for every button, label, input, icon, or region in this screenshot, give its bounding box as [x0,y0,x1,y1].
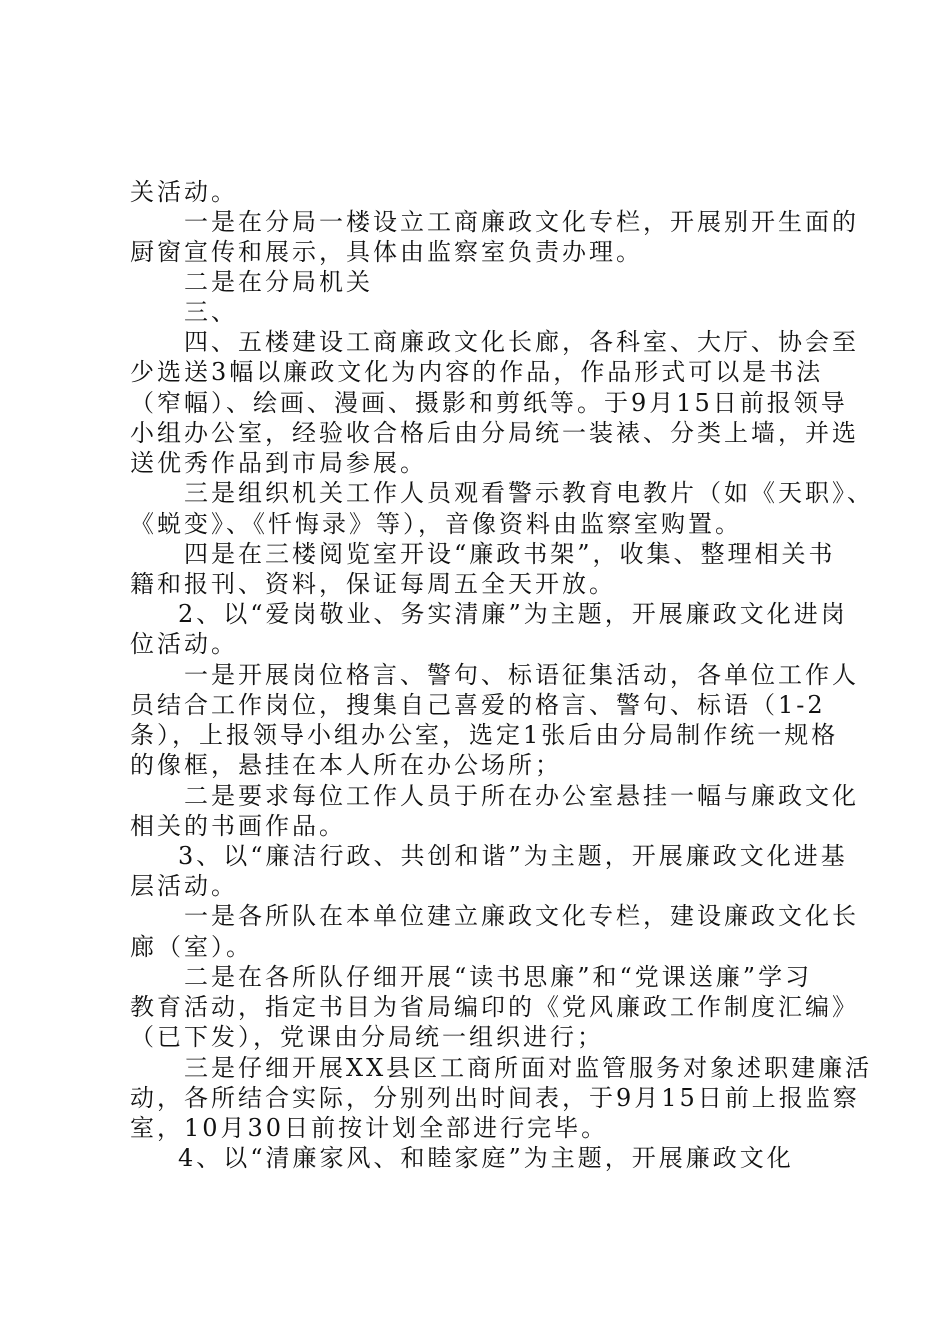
text-line: 室，10月30日前按计划全部进行完毕。 [130,1114,609,1142]
text-line: 关活动。 [130,178,238,206]
paragraph-line: 三、 [184,298,238,326]
text-line: 厨窗宣传和展示，具体由监察室负责办理。 [130,238,643,266]
paragraph-line: 三是组织机关工作人员观看警示教育电教片（如《天职》、 [184,479,874,507]
paragraph-line: 三是仔细开展XX县区工商所面对监管服务对象述职建廉活 [184,1054,873,1082]
text-line: 动，各所结合实际，分别列出时间表，于9月15日前上报监察 [130,1084,860,1112]
text-line: （已下发），党课由分局统一组织进行； [130,1023,604,1051]
paragraph-line: 一是各所队在本单位建立廉政文化专栏，建设廉政文化长 [184,902,859,930]
text-line: 位活动。 [130,630,238,658]
paragraph-line: 二是要求每位工作人员于所在办公室悬挂一幅与廉政文化 [184,782,859,810]
section-heading-line: 2、以“爱岗敬业、务实清廉”为主题，开展廉政文化进岗 [178,600,848,628]
text-line: 教育活动，指定书目为省局编印的《党风廉政工作制度汇编》 [130,993,859,1021]
paragraph-line: 四是在三楼阅览室开设“廉政书架”，收集、整理相关书 [184,540,836,568]
paragraph-line: 二是在各所队仔细开展“读书思廉”和“党课送廉”学习 [184,963,813,991]
text-line: 廊（室）。 [130,933,253,961]
paragraph-line: 四、五楼建设工商廉政文化长廊，各科室、大厅、协会至 [184,328,859,356]
paragraph-line: 一是在分局一楼设立工商廉政文化专栏，开展别开生面的 [184,208,859,236]
section-heading-line: 3、以“廉洁行政、共创和谐”为主题，开展廉政文化进基 [178,842,848,870]
paragraph-line: 一是开展岗位格言、警句、标语征集活动，各单位工作人 [184,661,859,689]
text-line: 籍和报刊、资料，保证每周五全天开放。 [130,570,616,598]
text-line: 员结合工作岗位，搜集自己喜爱的格言、警句、标语（1-2 [130,691,826,719]
text-line: 条），上报领导小组办公室，选定1张后由分局制作统一规格 [130,721,839,749]
text-line: 送优秀作品到市局参展。 [130,449,427,477]
text-line: 相关的书画作品。 [130,812,346,840]
text-line: 小组办公室，经验收合格后由分局统一装裱、分类上墙，并选 [130,419,859,447]
text-line: 少选送3幅以廉政文化为内容的作品，作品形式可以是书法 [130,358,824,386]
text-line: 层活动。 [130,872,238,900]
paragraph-line: 二是在分局机关 [184,268,373,296]
text-line: 的像框，悬挂在本人所在办公场所； [130,751,562,779]
text-line: 《蜕变》、《忏悔录》等），音像资料由监察室购置。 [130,510,742,538]
text-line: （窄幅）、绘画、漫画、摄影和剪纸等。于9月15日前报领导 [130,389,848,417]
section-heading-line: 4、以“清廉家风、和睦家庭”为主题，开展廉政文化 [178,1144,794,1172]
